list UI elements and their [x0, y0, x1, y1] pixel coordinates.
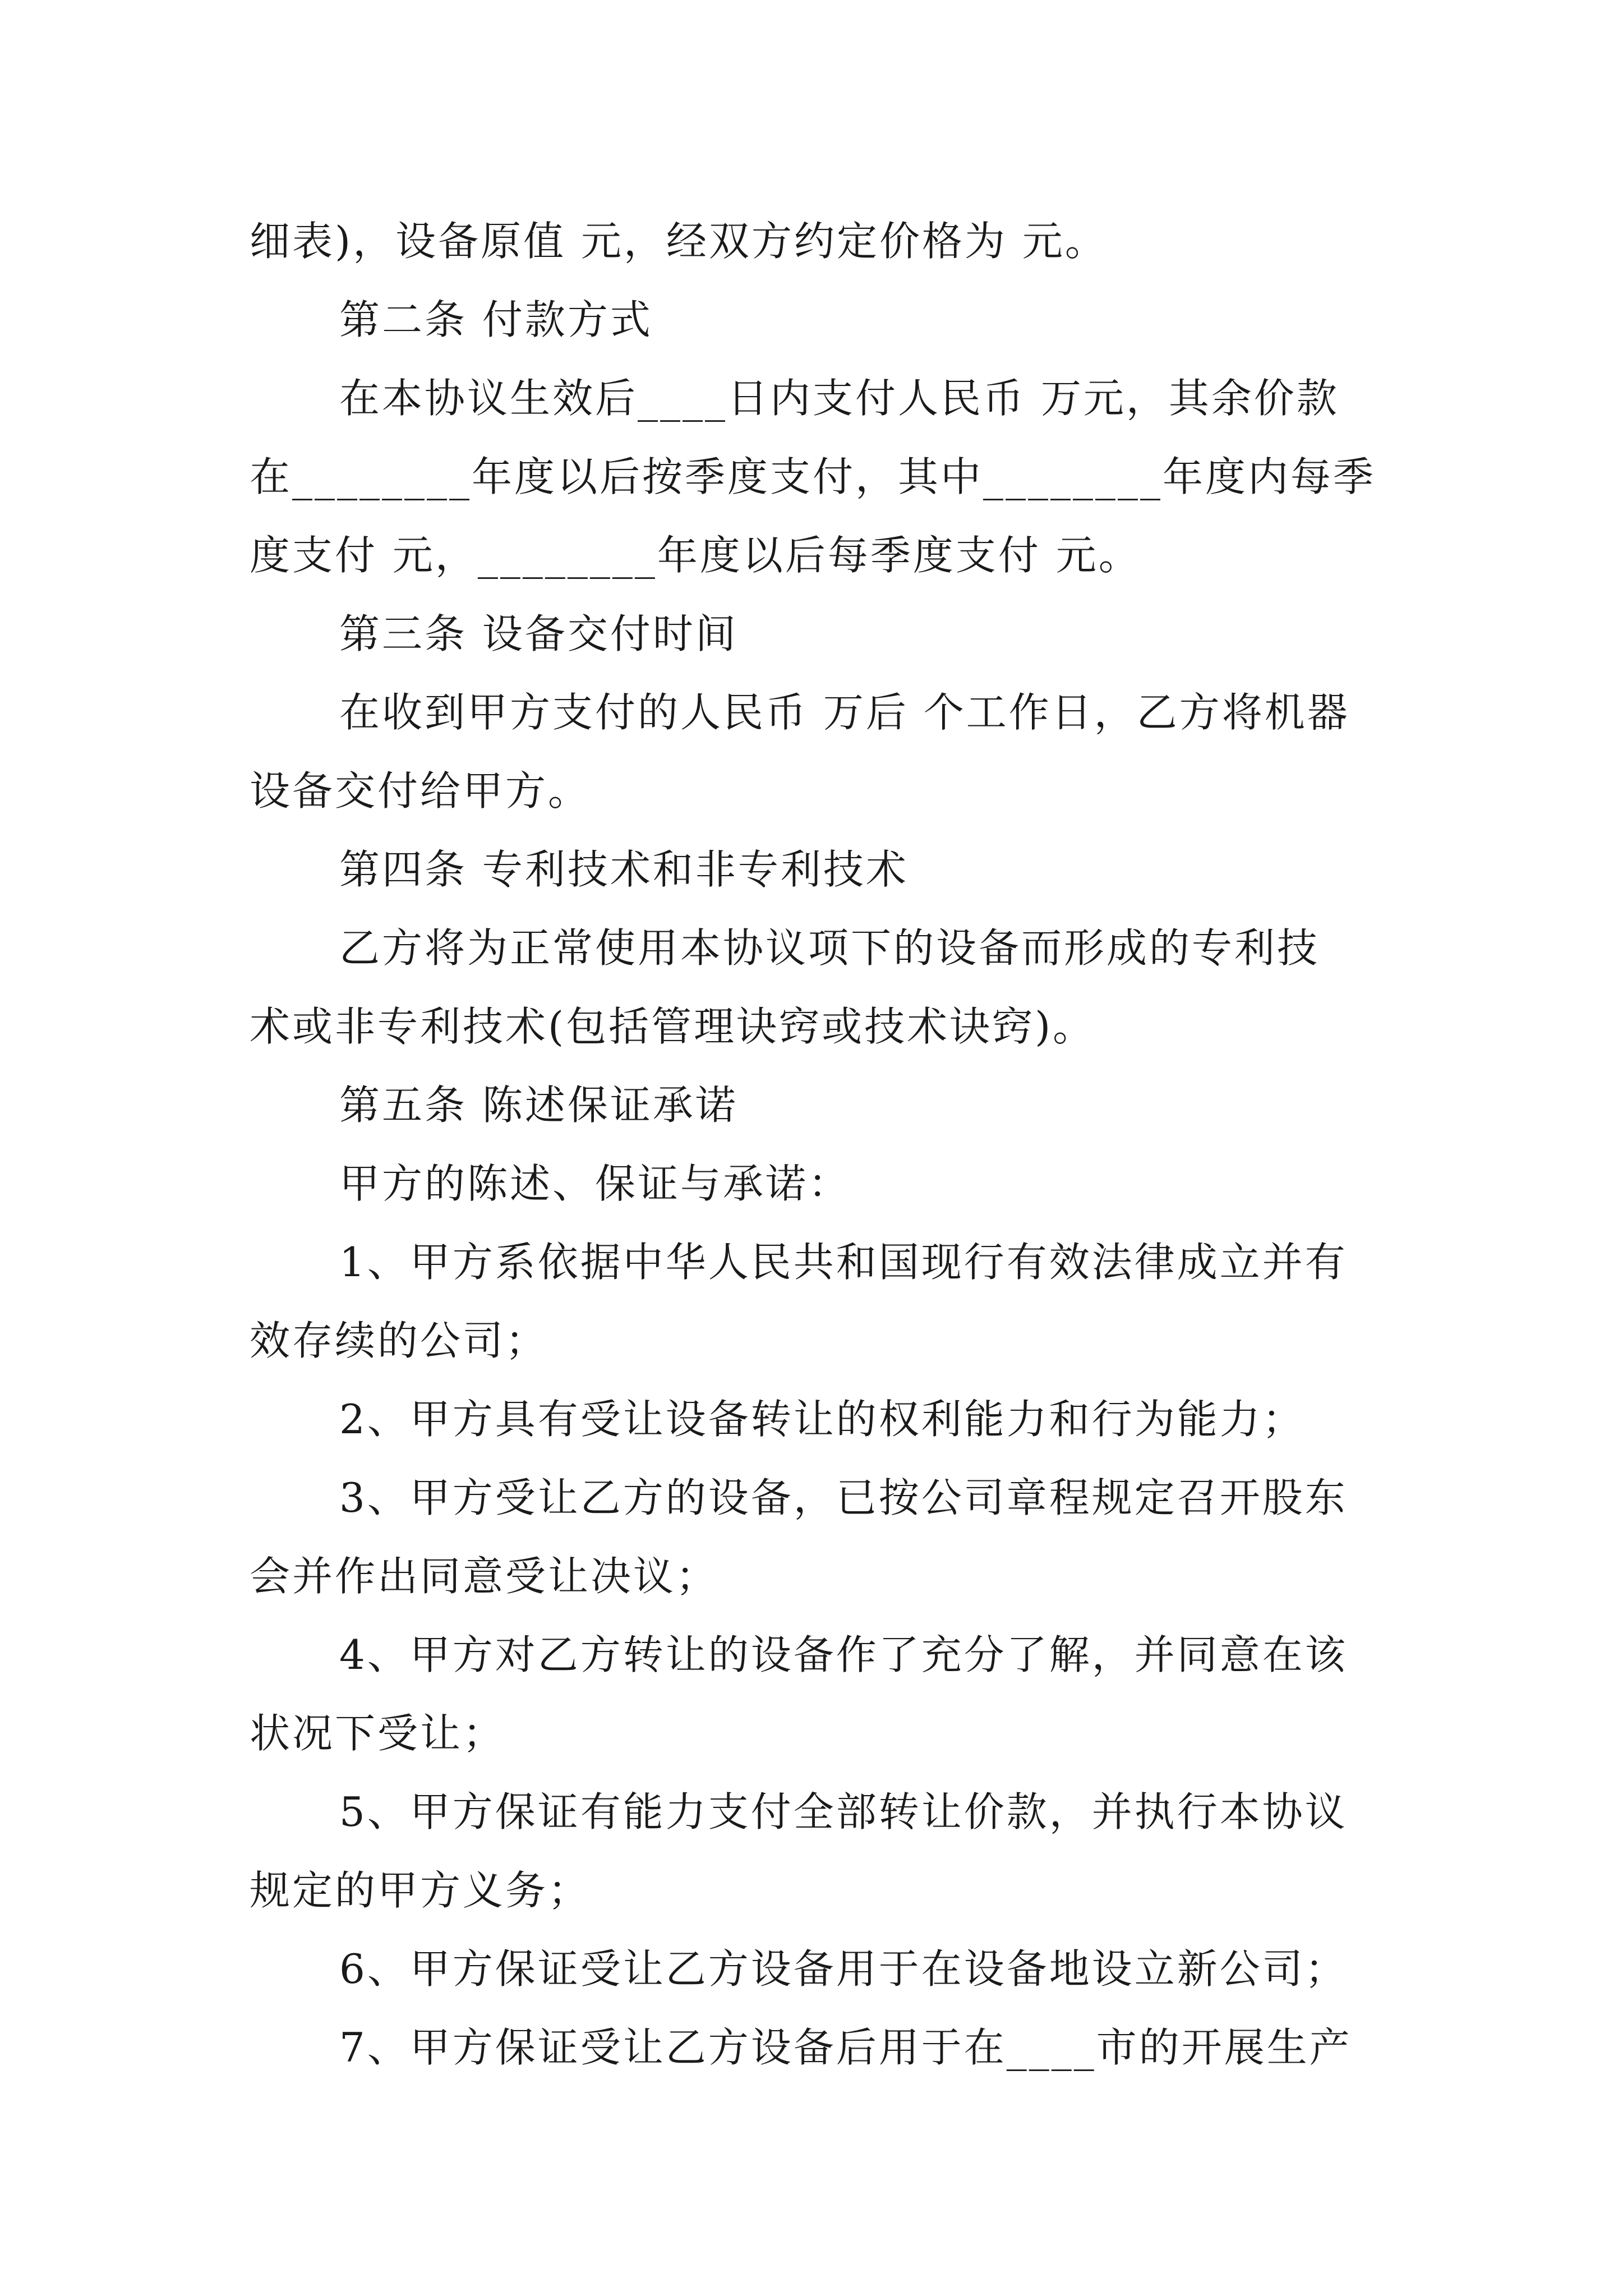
document-body — [250, 202, 1382, 2087]
text-line: 第五条 陈述保证承诺 — [339, 1082, 738, 1129]
text-line: 4、甲方对乙方转让的设备作了充分了解，并同意在该 — [339, 1631, 1348, 1678]
text-line: 6、甲方保证受让乙方设备用于在设备地设立新公司； — [339, 1945, 1348, 1993]
text-line: 度支付 元，________年度以后每季度支付 元。 — [250, 532, 1141, 579]
text-line: 效存续的公司； — [250, 1317, 548, 1364]
text-line: 1、甲方系依据中华人民共和国现行有效法律成立并有 — [339, 1239, 1348, 1286]
text-line: 5、甲方保证有能力支付全部转让价款，并执行本协议 — [339, 1788, 1348, 1835]
text-line: 状况下受让； — [250, 1710, 506, 1757]
text-line: 术或非专利技术(包括管理诀窍或技术诀窍)。 — [250, 1003, 1096, 1050]
text-line: 在________年度以后按季度支付，其中________年度内每季 — [250, 453, 1376, 500]
text-line: 会并作出同意受让决议； — [250, 1553, 719, 1600]
text-line: 在本协议生效后____日内支付人民币 万元，其余价款 — [339, 375, 1339, 422]
text-line: 规定的甲方义务； — [250, 1867, 591, 1914]
text-line: 甲方的陈述、保证与承诺： — [339, 1160, 851, 1207]
text-line: 乙方将为正常使用本协议项下的设备而形成的专利技 — [339, 924, 1320, 972]
text-line: 第四条 专利技术和非专利技术 — [339, 846, 909, 893]
text-line: 7、甲方保证受让乙方设备后用于在____市的开展生产 — [339, 2024, 1352, 2071]
text-line: 2、甲方具有受让设备转让的权利能力和行为能力； — [339, 1396, 1305, 1443]
text-line: 第二条 付款方式 — [339, 296, 653, 343]
text-line: 细表)，设备原值 元，经双方约定价格为 元。 — [250, 218, 1108, 265]
text-line: 第三条 设备交付时间 — [339, 610, 738, 657]
text-line: 3、甲方受让乙方的设备，已按公司章程规定召开股东 — [339, 1474, 1348, 1521]
text-line: 在收到甲方支付的人民币 万后 个工作日，乙方将机器 — [339, 689, 1350, 736]
text-line: 设备交付给甲方。 — [250, 767, 591, 815]
